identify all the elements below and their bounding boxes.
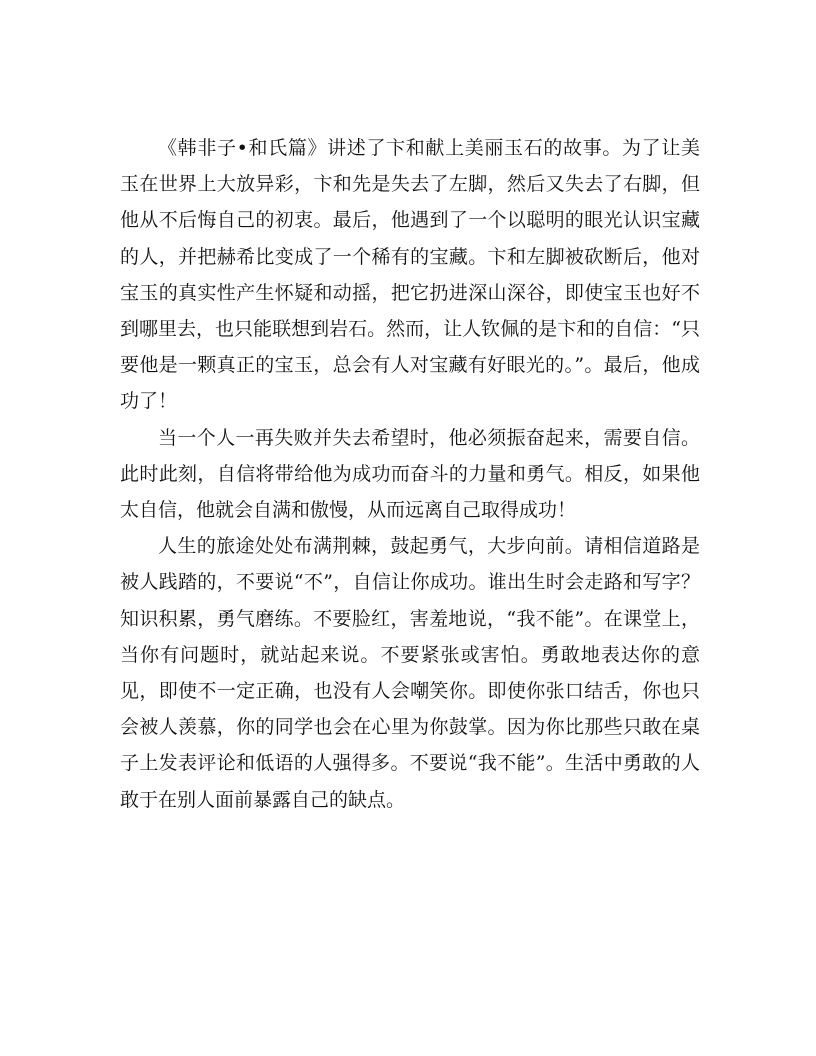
paragraph-3: 人生的旅途处处布满荆棘，鼓起勇气，大步向前。请相信道路是被人践踏的，不要说“不”，自信让你成功。谁出生时会走路和写字？知识积累，勇气磨练。不要脸红，害羞地说，“我不能”。在课堂上，当你有问题时，就站起来说。不要紧张或害怕。勇敢地表达你的意见，即使不一定正确，也没有人会嘲笑你。即使你张口结舌，你也只会被人羡慕，你的同学也会在心里为你鼓掌。因为你比那些只敢在桌子上发表评论和低语的人强得多。不要说“我不能”。生活中勇敢的人敢于在别人面前暴露自己的缺点。 <box>120 535 700 811</box>
document-body <box>120 130 700 818</box>
paragraph-1: 《韩非子•和氏篇》讲述了卞和献上美丽玉石的故事。为了让美玉在世界上大放异彩，卞和先是失去了左脚，然后又失去了右脚，但他从不后悔自己的初衷。最后，他遇到了一个以聪明的眼光认识宝藏的人，并把赫希比变成了一个稀有的宝藏。卞和左脚被砍断后，他对宝玉的真实性产生怀疑和动摇，把它扔进深山深谷，即使宝玉也好不到哪里去，也只能联想到岩石。然而，让人钦佩的是卞和的自信：“只要他是一颗真正的宝玉，总会有人对宝藏有好眼光的。”。最后，他成功了！ <box>120 137 700 413</box>
paragraph-2: 当一个人一再失败并失去希望时，他必须振奋起来，需要自信。此时此刻，自信将带给他为成功而奋斗的力量和勇气。相反，如果他太自信，他就会自满和傲慢，从而远离自己取得成功！ <box>120 426 700 522</box>
